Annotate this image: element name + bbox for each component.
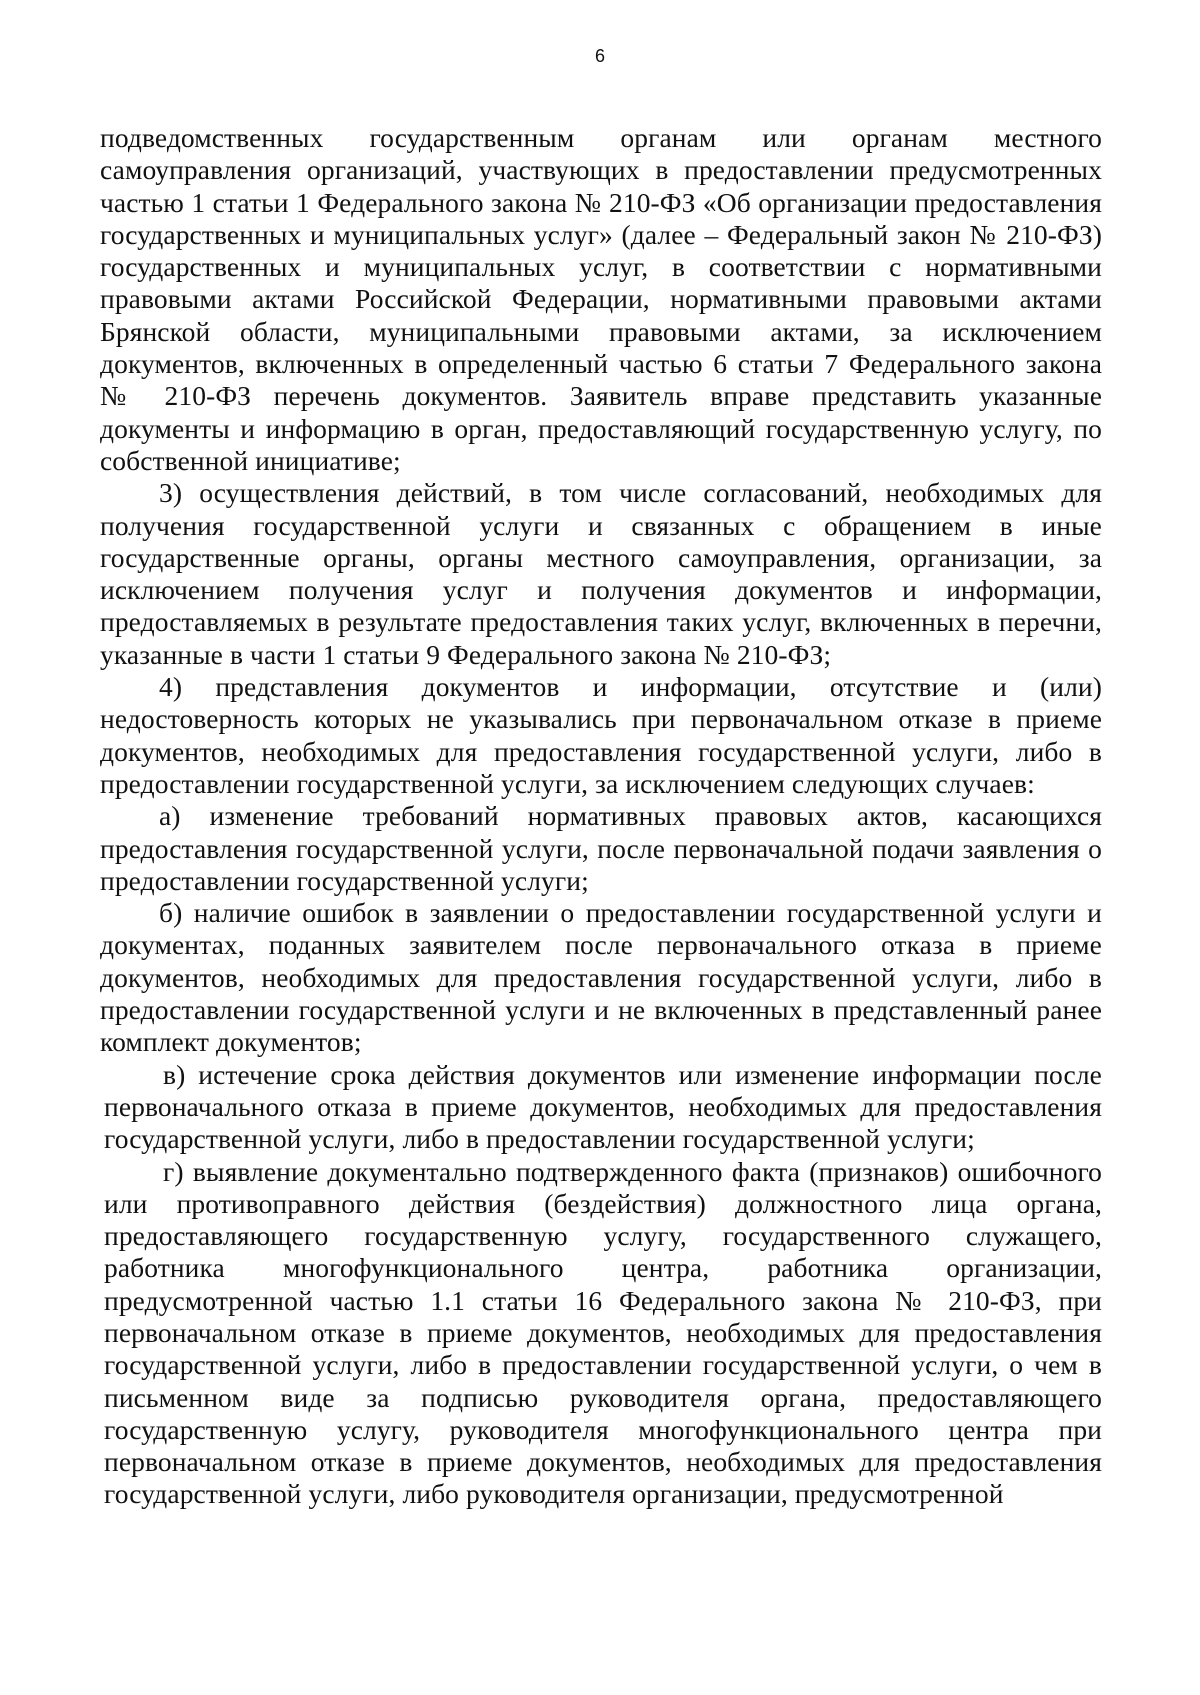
- paragraph-subitem-b: б) наличие ошибок в заявлении о предоставлении государственной услуги и документах, поданных заявителем после первоначального отказа в приеме документов, необходимых для предоставления государственной услуги, либо в предоставлении государственной услуги и не включенных в представленный ранее комплект документов;: [100, 897, 1102, 1058]
- paragraph-item-3: 3) осуществления действий, в том числе согласований, необходимых для получения государственной услуги и связанных с обращением в иные государственные органы, органы местного самоуправления, организации, за исключением получения услуг и получения документов и информации, предоставляемых в результате предоставления таких услуг, включенных в перечни, указанные в части 1 статьи 9 Федерального закона № 210-ФЗ;: [100, 477, 1102, 670]
- paragraph-continuation: подведомственных государственным органам или органам местного самоуправления организаций, участвующих в предоставлении предусмотренных частью 1 статьи 1 Федерального закона № 210-ФЗ «Об организации предоставления государственных и муниципальных услуг» (далее – Федеральный закон № 210-ФЗ) государственных и муниципальных услуг, в соответствии с нормативными правовыми актами Российской Федерации, нормативными правовыми актами Брянской области, муниципальными правовыми актами, за исключением документов, включенных в определенный частью 6 статьи 7 Федерального закона № 210-ФЗ перечень документов. Заявитель вправе представить указанные документы и информацию в орган, предоставляющий государственную услугу, по собственной инициативе;: [100, 122, 1102, 476]
- paragraph-item-4: 4) представления документов и информации, отсутствие и (или) недостоверность которых не указывались при первоначальном отказе в приеме документов, необходимых для предоставления государственной услуги, либо в предоставлении государственной услуги, за исключением следующих случаев:: [100, 671, 1102, 799]
- page-number: 6: [594, 46, 605, 66]
- document-body: [100, 122, 1102, 1511]
- paragraph-subitem-g: г) выявление документально подтвержденного факта (признаков) ошибочного или противоправного действия (бездействия) должностного лица органа, предоставляющего государственную услугу, государственного служащего, работника многофункционального центра, работника организации, предусмотренной частью 1.1 статьи 16 Федерального закона № 210-ФЗ, при первоначальном отказе в приеме документов, необходимых для предоставления государственной услуги, либо в предоставлении государственной услуги, о чем в письменном виде за подписью руководителя органа, предоставляющего государственную услугу, руководителя многофункционального центра при первоначальном отказе в приеме документов, необходимых для предоставления государственной услуги, либо руководителя организации, предусмотренной: [104, 1155, 1102, 1510]
- paragraph-subitem-v: в) истечение срока действия документов или изменение информации после первоначального отказа в приеме документов, необходимых для предоставления государственной услуги, либо в предоставлении государственной услуги;: [104, 1058, 1102, 1155]
- paragraph-subitem-a: а) изменение требований нормативных правовых актов, касающихся предоставления государственной услуги, после первоначальной подачи заявления о предоставлении государственной услуги;: [100, 800, 1102, 896]
